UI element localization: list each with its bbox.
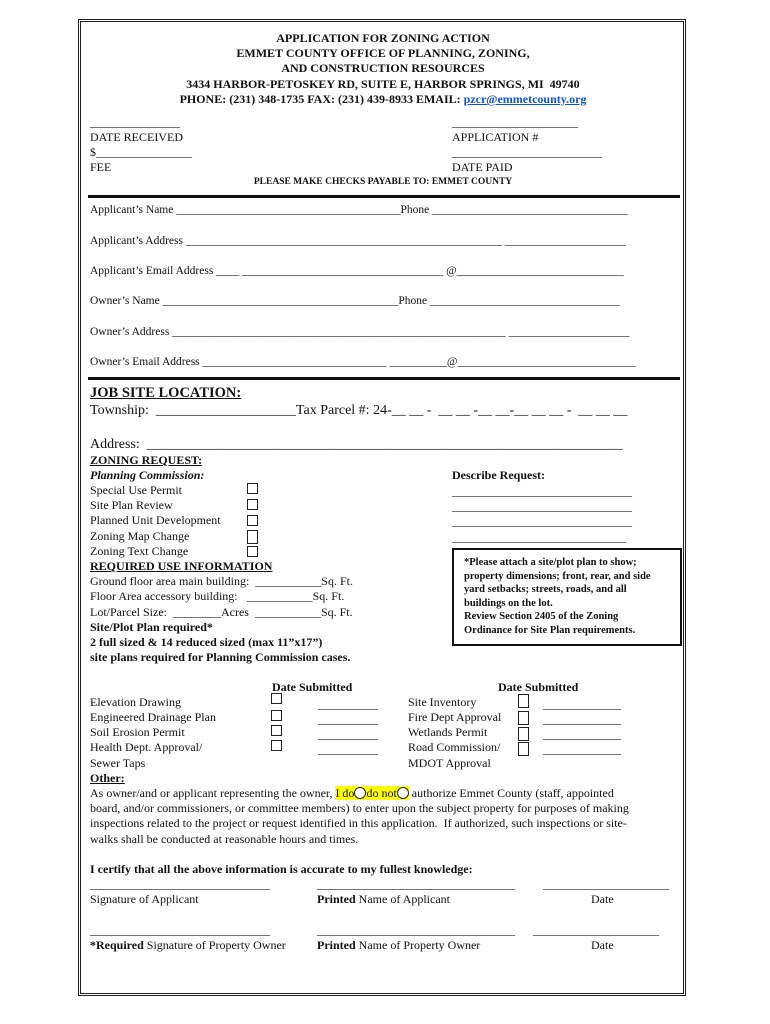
date-blank[interactable]: _____________ [543, 697, 621, 711]
authorization-line-2: board, and/or commissioners, or committee members) to enter upon the subject property for purposes of making [90, 801, 629, 815]
date-label: Date [591, 892, 614, 906]
fire-dept-label: Fire Dept Approval [408, 710, 502, 724]
date-received-blank[interactable]: _______________ [90, 115, 180, 129]
applicant-printed-name-line[interactable]: _________________________________ [317, 877, 515, 891]
site-plan-notice-box [452, 548, 682, 646]
date-label: Date [591, 938, 614, 952]
wetlands-permit-label: Wetlands Permit [408, 725, 488, 739]
site-plan-note: site plans required for Planning Commission cases. [90, 650, 351, 664]
authorization-line-3: inspections related to the project or request identified in this application. If authorized, such inspections or site- [90, 816, 627, 830]
describe-request-label: Describe Request: [452, 468, 545, 482]
date-paid-blank[interactable]: _________________________ [452, 145, 602, 159]
date-received-label: DATE RECEIVED [90, 130, 183, 144]
special-use-permit-checkbox[interactable] [247, 483, 258, 494]
planning-commission-label: Planning Commission: [90, 468, 205, 482]
describe-line[interactable]: ______________________________ [452, 499, 632, 513]
ground-floor-field[interactable]: Ground floor area main building: ___________Sq. Ft. [90, 574, 353, 588]
owner-date-line[interactable]: _____________________ [533, 923, 659, 937]
soil-erosion-label: Soil Erosion Permit [90, 725, 185, 739]
name-label: Name of Applicant [355, 892, 450, 906]
i-do-option [335, 786, 408, 800]
owner-printed-name-line[interactable]: _________________________________ [317, 923, 515, 937]
zoning-map-change-label: Zoning Map Change [90, 529, 190, 543]
application-no-label: APPLICATION # [452, 130, 539, 144]
road-commission-checkbox[interactable] [518, 742, 529, 756]
owner-signature-line[interactable]: ______________________________ [90, 923, 270, 937]
auth-text: authorize Emmet County (staff, appointed [408, 786, 614, 800]
office-name-2: AND CONSTRUCTION RESOURCES [281, 61, 485, 75]
elevation-drawing-label: Elevation Drawing [90, 695, 181, 709]
authorization-line-1 [90, 786, 614, 801]
fire-dept-checkbox[interactable] [518, 711, 529, 725]
date-paid-label: DATE PAID [452, 160, 513, 174]
date-blank[interactable]: _____________ [543, 712, 621, 726]
applicant-address-field[interactable]: Applicant’s Address _______________________________________________________ _____________________ [90, 235, 626, 247]
applicant-signature-line[interactable]: ______________________________ [90, 877, 270, 891]
i-do-radio[interactable] [354, 787, 366, 799]
date-blank[interactable]: _____________ [543, 727, 621, 741]
site-address-field[interactable]: Address: ____________________________________________________________________ [90, 437, 623, 452]
zoning-map-change-checkbox[interactable] [247, 530, 258, 544]
describe-line[interactable]: _____________________________ [452, 530, 626, 544]
divider [88, 195, 680, 198]
site-inventory-checkbox[interactable] [518, 694, 529, 708]
mdot-approval-label: MDOT Approval [408, 756, 491, 770]
site-plan-required: Site/Plot Plan required* [90, 620, 213, 634]
describe-line[interactable]: ______________________________ [452, 484, 632, 498]
road-commission-label: Road Commission/ [408, 740, 501, 754]
zoning-request-heading: ZONING REQUEST: [90, 453, 203, 467]
health-dept-checkbox[interactable] [271, 740, 282, 751]
pud-checkbox[interactable] [247, 515, 258, 526]
accessory-floor-field[interactable]: Floor Area accessory building: ___________Sq. Ft. [90, 589, 345, 603]
date-blank[interactable]: __________ [318, 712, 378, 726]
certify-statement: I certify that all the above information is accurate to my fullest knowledge: [90, 862, 473, 876]
printed-bold: Printed [317, 938, 356, 952]
email-link[interactable]: pzcr@emmetcounty.org [463, 92, 587, 106]
date-blank[interactable]: __________ [318, 727, 378, 741]
owner-address-field[interactable]: Owner’s Address __________________________________________________________ _____________________ [90, 326, 630, 338]
date-submitted-header: Date Submitted [498, 680, 579, 694]
site-plan-review-label: Site Plan Review [90, 498, 173, 512]
elevation-drawing-checkbox[interactable] [271, 693, 282, 704]
application-no-blank[interactable]: _____________________ [452, 115, 578, 129]
date-submitted-header: Date Submitted [272, 680, 353, 694]
site-plan-review-checkbox[interactable] [247, 499, 258, 510]
signature-of-applicant-label: Signature of Applicant [90, 892, 199, 906]
date-blank[interactable]: __________ [318, 697, 378, 711]
required-bold: *Required [90, 938, 144, 952]
describe-line[interactable]: ______________________________ [452, 514, 632, 528]
required-use-heading: REQUIRED USE INFORMATION [90, 559, 273, 573]
zoning-text-change-label: Zoning Text Change [90, 544, 189, 558]
auth-text: As owner/and or applicant representing the owner, [90, 786, 336, 800]
applicant-email-field[interactable]: Applicant’s Email Address ____ ___________________________________ @_____________________________ [90, 265, 624, 277]
health-dept-label: Health Dept. Approval/ [90, 740, 203, 754]
signature-of-owner-label [90, 938, 286, 953]
form-title: APPLICATION FOR ZONING ACTION [276, 31, 490, 45]
checks-note: PLEASE MAKE CHECKS PAYABLE TO: EMMET COUNTY [253, 177, 513, 187]
other-heading: Other: [90, 771, 125, 785]
zoning-text-change-checkbox[interactable] [247, 546, 258, 557]
fee-label: FEE [90, 160, 112, 174]
sewer-taps-label: Sewer Taps [90, 756, 146, 770]
printed-name-owner-label [317, 938, 480, 953]
special-use-permit-label: Special Use Permit [90, 483, 182, 497]
sig-owner-text: Signature of Property Owner [143, 938, 286, 952]
authorization-line-4: walks shall be conducted at reasonable hours and times. [90, 832, 359, 846]
pud-label: Planned Unit Development [90, 513, 221, 527]
office-contact [80, 92, 686, 107]
site-plan-sizes: 2 full sized & 14 reduced sized (max 11”x17”) [90, 635, 323, 649]
date-blank[interactable]: __________ [318, 742, 378, 756]
i-do-label: I do [335, 786, 355, 800]
do-not-label: do not [366, 786, 397, 800]
name-label: Name of Property Owner [355, 938, 481, 952]
applicant-date-line[interactable]: _____________________ [543, 877, 669, 891]
drainage-plan-label: Engineered Drainage Plan [90, 710, 216, 724]
printed-bold: Printed [317, 892, 356, 906]
applicant-name-field[interactable]: Applicant’s Name _______________________________________Phone __________________________________ [90, 204, 628, 216]
wetlands-permit-checkbox[interactable] [518, 727, 529, 741]
township-field[interactable]: Township: ____________________Tax Parcel #: 24-__ __ - __ __ -__ __-__ __ __ - __ __ __ [90, 403, 628, 418]
owner-email-field[interactable]: Owner’s Email Address ________________________________ __________@_______________________________ [90, 356, 636, 368]
contact-text: PHONE: (231) 348-1735 FAX: (231) 439-8933 EMAIL: [179, 92, 464, 106]
job-site-heading: JOB SITE LOCATION: [90, 385, 242, 401]
divider [88, 377, 680, 380]
lot-size-field[interactable]: Lot/Parcel Size: ________Acres ___________Sq. Ft. [90, 605, 353, 619]
notice-text: *Please attach a site/plot plan to show; property dimensions; front, rear, and side yard setbacks; streets, roads, and all buildings on the lot. Review Section 2405 of the Zoning Ordinance for Site Plan requirements. [464, 557, 651, 636]
fee-blank[interactable]: $________________ [90, 145, 192, 159]
do-not-radio[interactable] [397, 787, 409, 799]
owner-name-field[interactable]: Owner’s Name _________________________________________Phone _________________________________ [90, 295, 620, 307]
site-inventory-label: Site Inventory [408, 695, 477, 709]
soil-erosion-checkbox[interactable] [271, 725, 282, 736]
printed-name-applicant-label [317, 892, 450, 907]
date-blank[interactable]: _____________ [543, 742, 621, 756]
office-name: EMMET COUNTY OFFICE OF PLANNING, ZONING, [236, 46, 530, 60]
office-address: 3434 HARBOR-PETOSKEY RD, SUITE E, HARBOR SPRINGS, MI 49740 [186, 77, 580, 91]
drainage-plan-checkbox[interactable] [271, 710, 282, 721]
